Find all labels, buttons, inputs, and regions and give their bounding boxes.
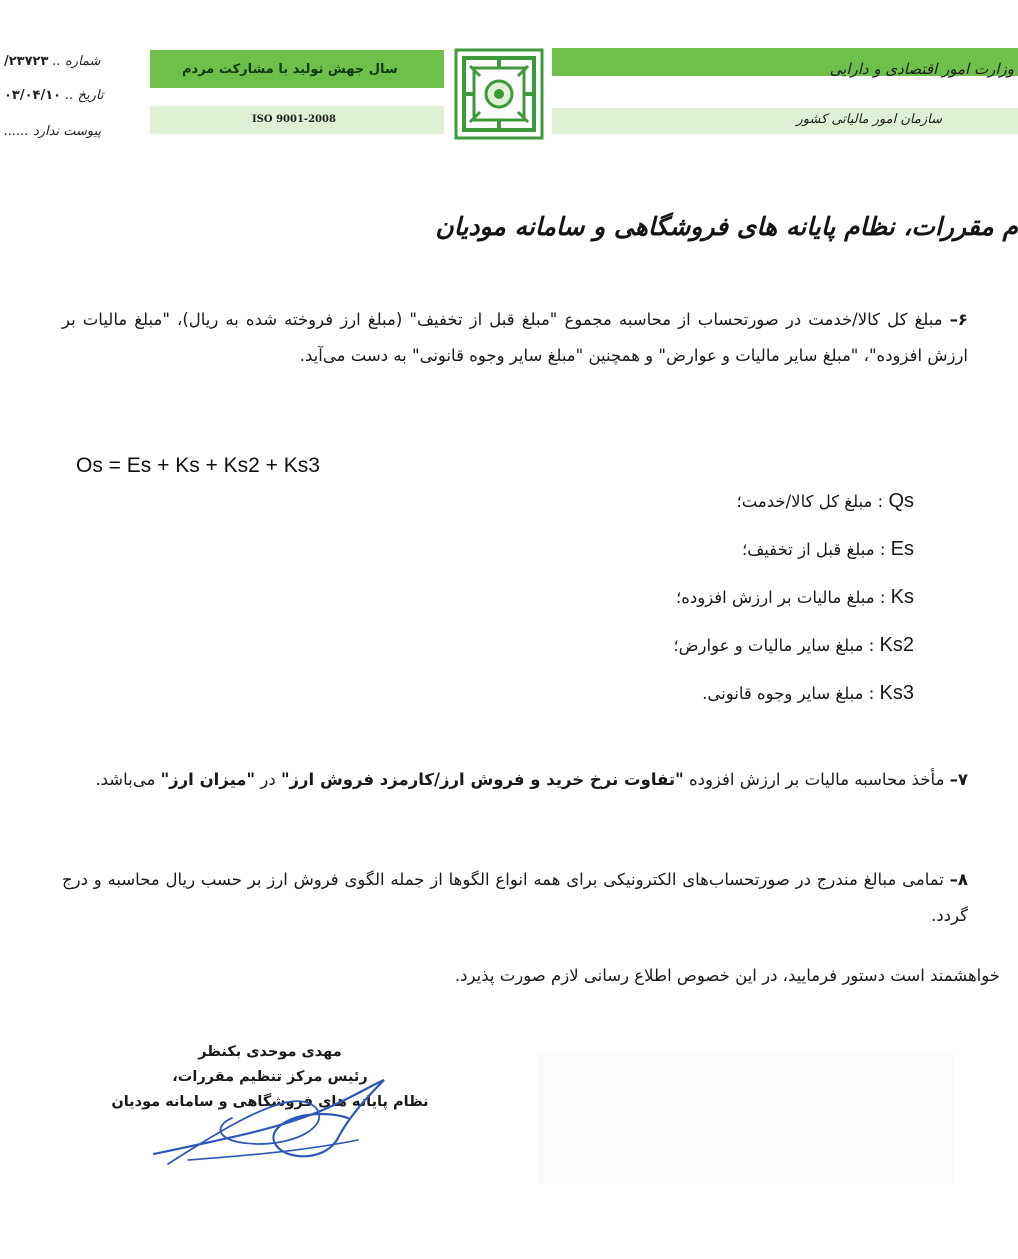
signer-title-2: نظام پایانه های فروشگاهی و سامانه مودیان (111, 1094, 429, 1110)
clause-6-text: مبلغ کل کالا/خدمت در صورتحساب از محاسبه مجموع "مبلغ قبل از تخفیف" (مبلغ ارز فروخته شده به ریال)، "مبلغ مالیات بر ارزش افزوده"، "مبلغ سایر مالیات و عوارض" و همچنین "مبلغ سایر وجوه قانونی" به دست می‌آید. (62, 310, 968, 365)
definition-desc: : مبلغ قبل از تخفیف؛ (741, 540, 886, 559)
clause-7-text-d: "میزان ارز" (160, 770, 256, 789)
clause-7-text-b: "تفاوت نرخ خرید و فروش ارز/کارمزد فروش ارز" (280, 770, 684, 789)
clause-8-number: ۸– (949, 870, 968, 889)
definition-row (702, 682, 914, 705)
closing-sentence: خواهشمند است دستور فرمایید، در این خصوص اطلاع رسانی لازم صورت پذیرد. (454, 966, 1000, 985)
definition-desc: : مبلغ سایر وجوه قانونی. (702, 684, 875, 703)
clause-7 (62, 762, 968, 798)
blank-area (538, 1052, 954, 1184)
clause-7-text-a: مأخذ محاسبه مالیات بر ارزش افزوده (688, 770, 945, 789)
letter-attachment-label: پیوست (63, 124, 102, 139)
definition-symbol: Ks2 (879, 634, 914, 656)
definition-row (676, 586, 914, 609)
clause-6-number: ۶– (949, 310, 968, 329)
formula: Os = Es + Ks + Ks2 + Ks3 (76, 454, 320, 477)
definition-symbol: Qs (888, 490, 914, 512)
letter-date: تاریخ .. ۰۳/۰۴/۱۰ (4, 88, 104, 103)
letter-date-value: ۰۳/۰۴/۱۰ (4, 88, 62, 103)
organization-name: سازمان امور مالیاتی کشور (796, 112, 942, 127)
letter-date-label: تاریخ (77, 88, 104, 103)
letter-attachment: پیوست ندارد ...... (4, 124, 102, 139)
definition-symbol: Ks (890, 586, 914, 608)
definition-desc: : مبلغ سایر مالیات و عوارض؛ (673, 636, 875, 655)
definition-symbol: Es (890, 538, 914, 560)
ministry-name: وزارت امور اقتصادی و دارایی (829, 60, 1014, 78)
letter-attachment-value: ندارد (32, 124, 60, 139)
clause-8-text: تمامی مبالغ مندرج در صورتحساب‌های الکترونیکی برای همه انواع الگوها از جمله الگوی فروش ارز بر حسب ریال محاسبه و درج گردد. (62, 870, 968, 925)
clause-7-number: ۷– (949, 770, 968, 789)
definition-row (742, 538, 914, 561)
letter-subject: م مقررات، نظام پایانه های فروشگاهی و سامانه مودیان (435, 212, 1018, 241)
tax-emblem-logo (450, 46, 548, 142)
clause-7-text-e: می‌باشد. (95, 770, 156, 789)
letter-number-label: شماره (64, 54, 101, 69)
clause-7-text-c: در (260, 770, 276, 789)
clause-8 (62, 862, 968, 934)
definition-row (736, 490, 914, 513)
signer-name: مهدی موحدی بکنظر (198, 1044, 342, 1060)
definition-desc: : مبلغ مالیات بر ارزش افزوده؛ (675, 588, 886, 607)
header-band-right-light (552, 108, 1018, 134)
signer-title-1: رئیس مرکز تنظیم مقررات، (172, 1069, 368, 1085)
definition-row (673, 634, 914, 657)
iso-label: ISO 9001-2008 (252, 114, 336, 125)
letter-number-value: ۲۳۷۲۳/ (4, 54, 49, 69)
letter-number: شماره .. ۲۳۷۲۳/ (4, 54, 101, 69)
year-slogan: سال جهش تولید با مشارکت مردم (182, 62, 398, 77)
definition-symbol: Ks3 (879, 682, 914, 704)
clause-6 (62, 302, 968, 374)
handwritten-signature (148, 1072, 408, 1172)
definition-desc: : مبلغ کل کالا/خدمت؛ (736, 492, 884, 511)
